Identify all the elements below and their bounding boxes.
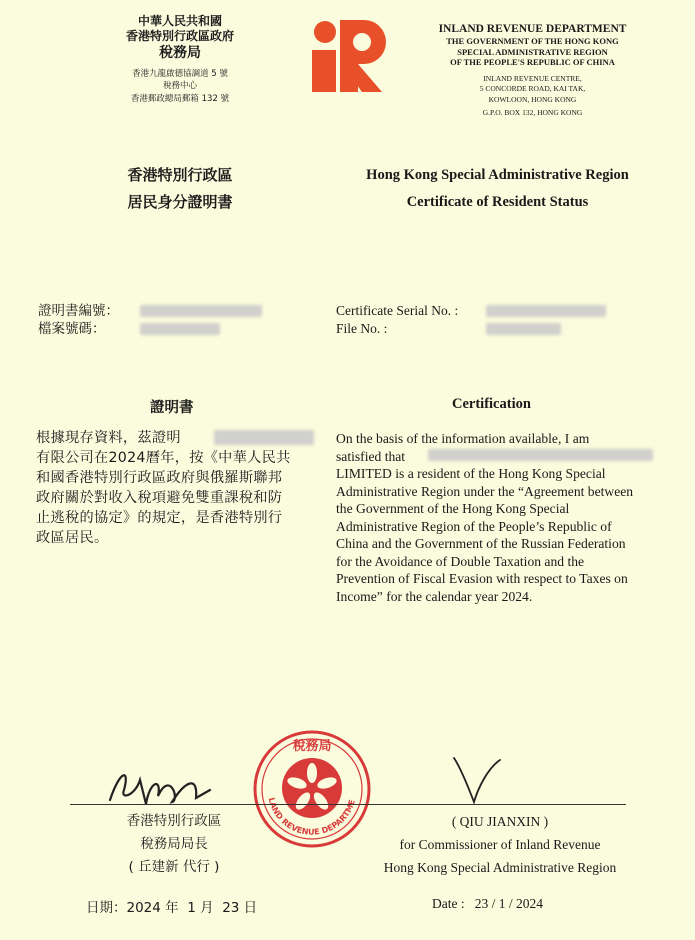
header-en-address: INLAND REVENUE CENTRE, — [483, 73, 582, 83]
signatory-cn-line: 稅務局局長 — [140, 836, 208, 852]
header-cn-line: 香港特別行政區政府 — [125, 29, 234, 43]
cert-heading-cn: 證明書 — [150, 400, 194, 416]
header-cn-address: 香港郵政總局郵箱 132 號 — [130, 94, 230, 104]
cert-en-line: Income” for the calendar year 2024. — [336, 588, 533, 604]
cert-cn-line: 止逃稅的協定》的規定，是香港特別行 — [36, 510, 283, 526]
signatory-cn-line: ( 丘建新 代行 ) — [128, 859, 220, 875]
cert-en-line: Administrative Region of the People’s Republic of — [336, 518, 612, 534]
ref-en — [336, 302, 458, 338]
header-en-line: OF THE PEOPLE'S REPUBLIC OF CHINA — [450, 57, 615, 67]
cert-en-line: LIMITED is a resident of the Hong Kong Special — [336, 466, 606, 481]
cn-file-label: 檔案號碼： — [38, 321, 106, 337]
cert-en-line: China and the Government of the Russian Federation — [336, 536, 626, 551]
header-cn-line: 中華人民共和國 — [137, 14, 222, 28]
cert-en-line: On the basis of the information available, I am — [336, 431, 590, 446]
signatory-cn-line: 香港特別行政區 — [126, 813, 222, 829]
redacted-en-file — [486, 323, 561, 335]
cn-serial-label: 證明書編號： — [38, 303, 119, 319]
title-cn — [80, 162, 280, 216]
cert-en-line: the Government of the Hong Kong Special — [336, 501, 570, 516]
cn-signature — [100, 760, 220, 810]
redacted-company-en — [428, 449, 653, 461]
cert-en-line: satisfied that — [336, 448, 406, 464]
signatory-cn — [84, 810, 264, 879]
cert-en-line: Prevention of Fiscal Evasion with respect to Taxes on — [336, 571, 628, 586]
cert-body-cn — [36, 428, 326, 548]
signatory-en-line: Hong Kong Special Administrative Region — [383, 860, 617, 875]
header-en-address: 5 CONCORDE ROAD, KAI TAK, — [479, 84, 586, 93]
header-cn-dept: 稅務局 — [159, 45, 201, 61]
cert-en-line: Administrative Region under the “Agreement between — [336, 483, 634, 499]
header-en-address: KOWLOON, HONG KONG — [488, 94, 577, 104]
cert-cn-line: 和國香港特別行政區政府與俄羅斯聯邦 — [36, 470, 283, 486]
ref-cn — [38, 302, 119, 338]
cert-cn-line: 根據現存資料，茲證明 — [36, 430, 181, 446]
signature-line — [70, 804, 626, 805]
title-en-line2: Certificate of Resident Status — [406, 194, 589, 210]
cert-heading-en: Certification — [452, 396, 531, 412]
seal-en-text: LAND REVENUE DEPARTME — [266, 796, 357, 837]
seal-top-text: 稅務局 — [292, 739, 332, 754]
redacted-company-cn — [214, 430, 314, 445]
cert-cn-line: 有限公司在2024曆年，按《中華人民共 — [36, 450, 291, 466]
title-cn-line1: 香港特別行政區 — [127, 166, 233, 184]
redacted-en-serial — [486, 305, 606, 317]
header-cn-block — [85, 14, 275, 106]
en-serial-label: Certificate Serial No. : — [336, 303, 459, 318]
date-cn: 日期：2024 年 1 月 23 日 — [86, 900, 258, 916]
signatory-en-name: ( QIU JIANXIN ) — [451, 814, 549, 829]
header-cn-address: 稅務中心 — [162, 81, 197, 91]
header-en-title: INLAND REVENUE DEPARTMENT — [438, 23, 627, 35]
date-en: Date : 23 / 1 / 2024 — [432, 896, 543, 911]
redacted-cn-file — [140, 323, 220, 335]
header-en-line: THE GOVERNMENT OF THE HONG KONG — [446, 36, 619, 46]
cert-cn-line: 政區居民。 — [36, 530, 109, 546]
cert-cn-line: 政府關於對收入稅項避免雙重課稅和防 — [36, 490, 283, 506]
title-cn-line2: 居民身分證明書 — [127, 193, 233, 211]
en-signature — [448, 748, 508, 808]
redacted-cn-serial — [140, 305, 262, 317]
header-en-address: G.P.O. BOX 132, HONG KONG — [482, 108, 583, 117]
title-en — [340, 162, 655, 216]
en-file-label: File No. : — [336, 321, 388, 336]
header-en-line: SPECIAL ADMINISTRATIVE REGION — [457, 46, 608, 57]
signatory-en-line: for Commissioner of Inland Revenue — [399, 837, 601, 852]
header-cn-address: 香港九龍啟德協調道 5 號 — [132, 69, 228, 79]
signatory-en — [355, 810, 645, 879]
ird-logo — [312, 18, 390, 96]
title-en-line1: Hong Kong Special Administrative Region — [366, 167, 629, 183]
header-en-block — [420, 22, 645, 119]
cert-en-line: for the Avoidance of Double Taxation and the — [336, 553, 585, 569]
